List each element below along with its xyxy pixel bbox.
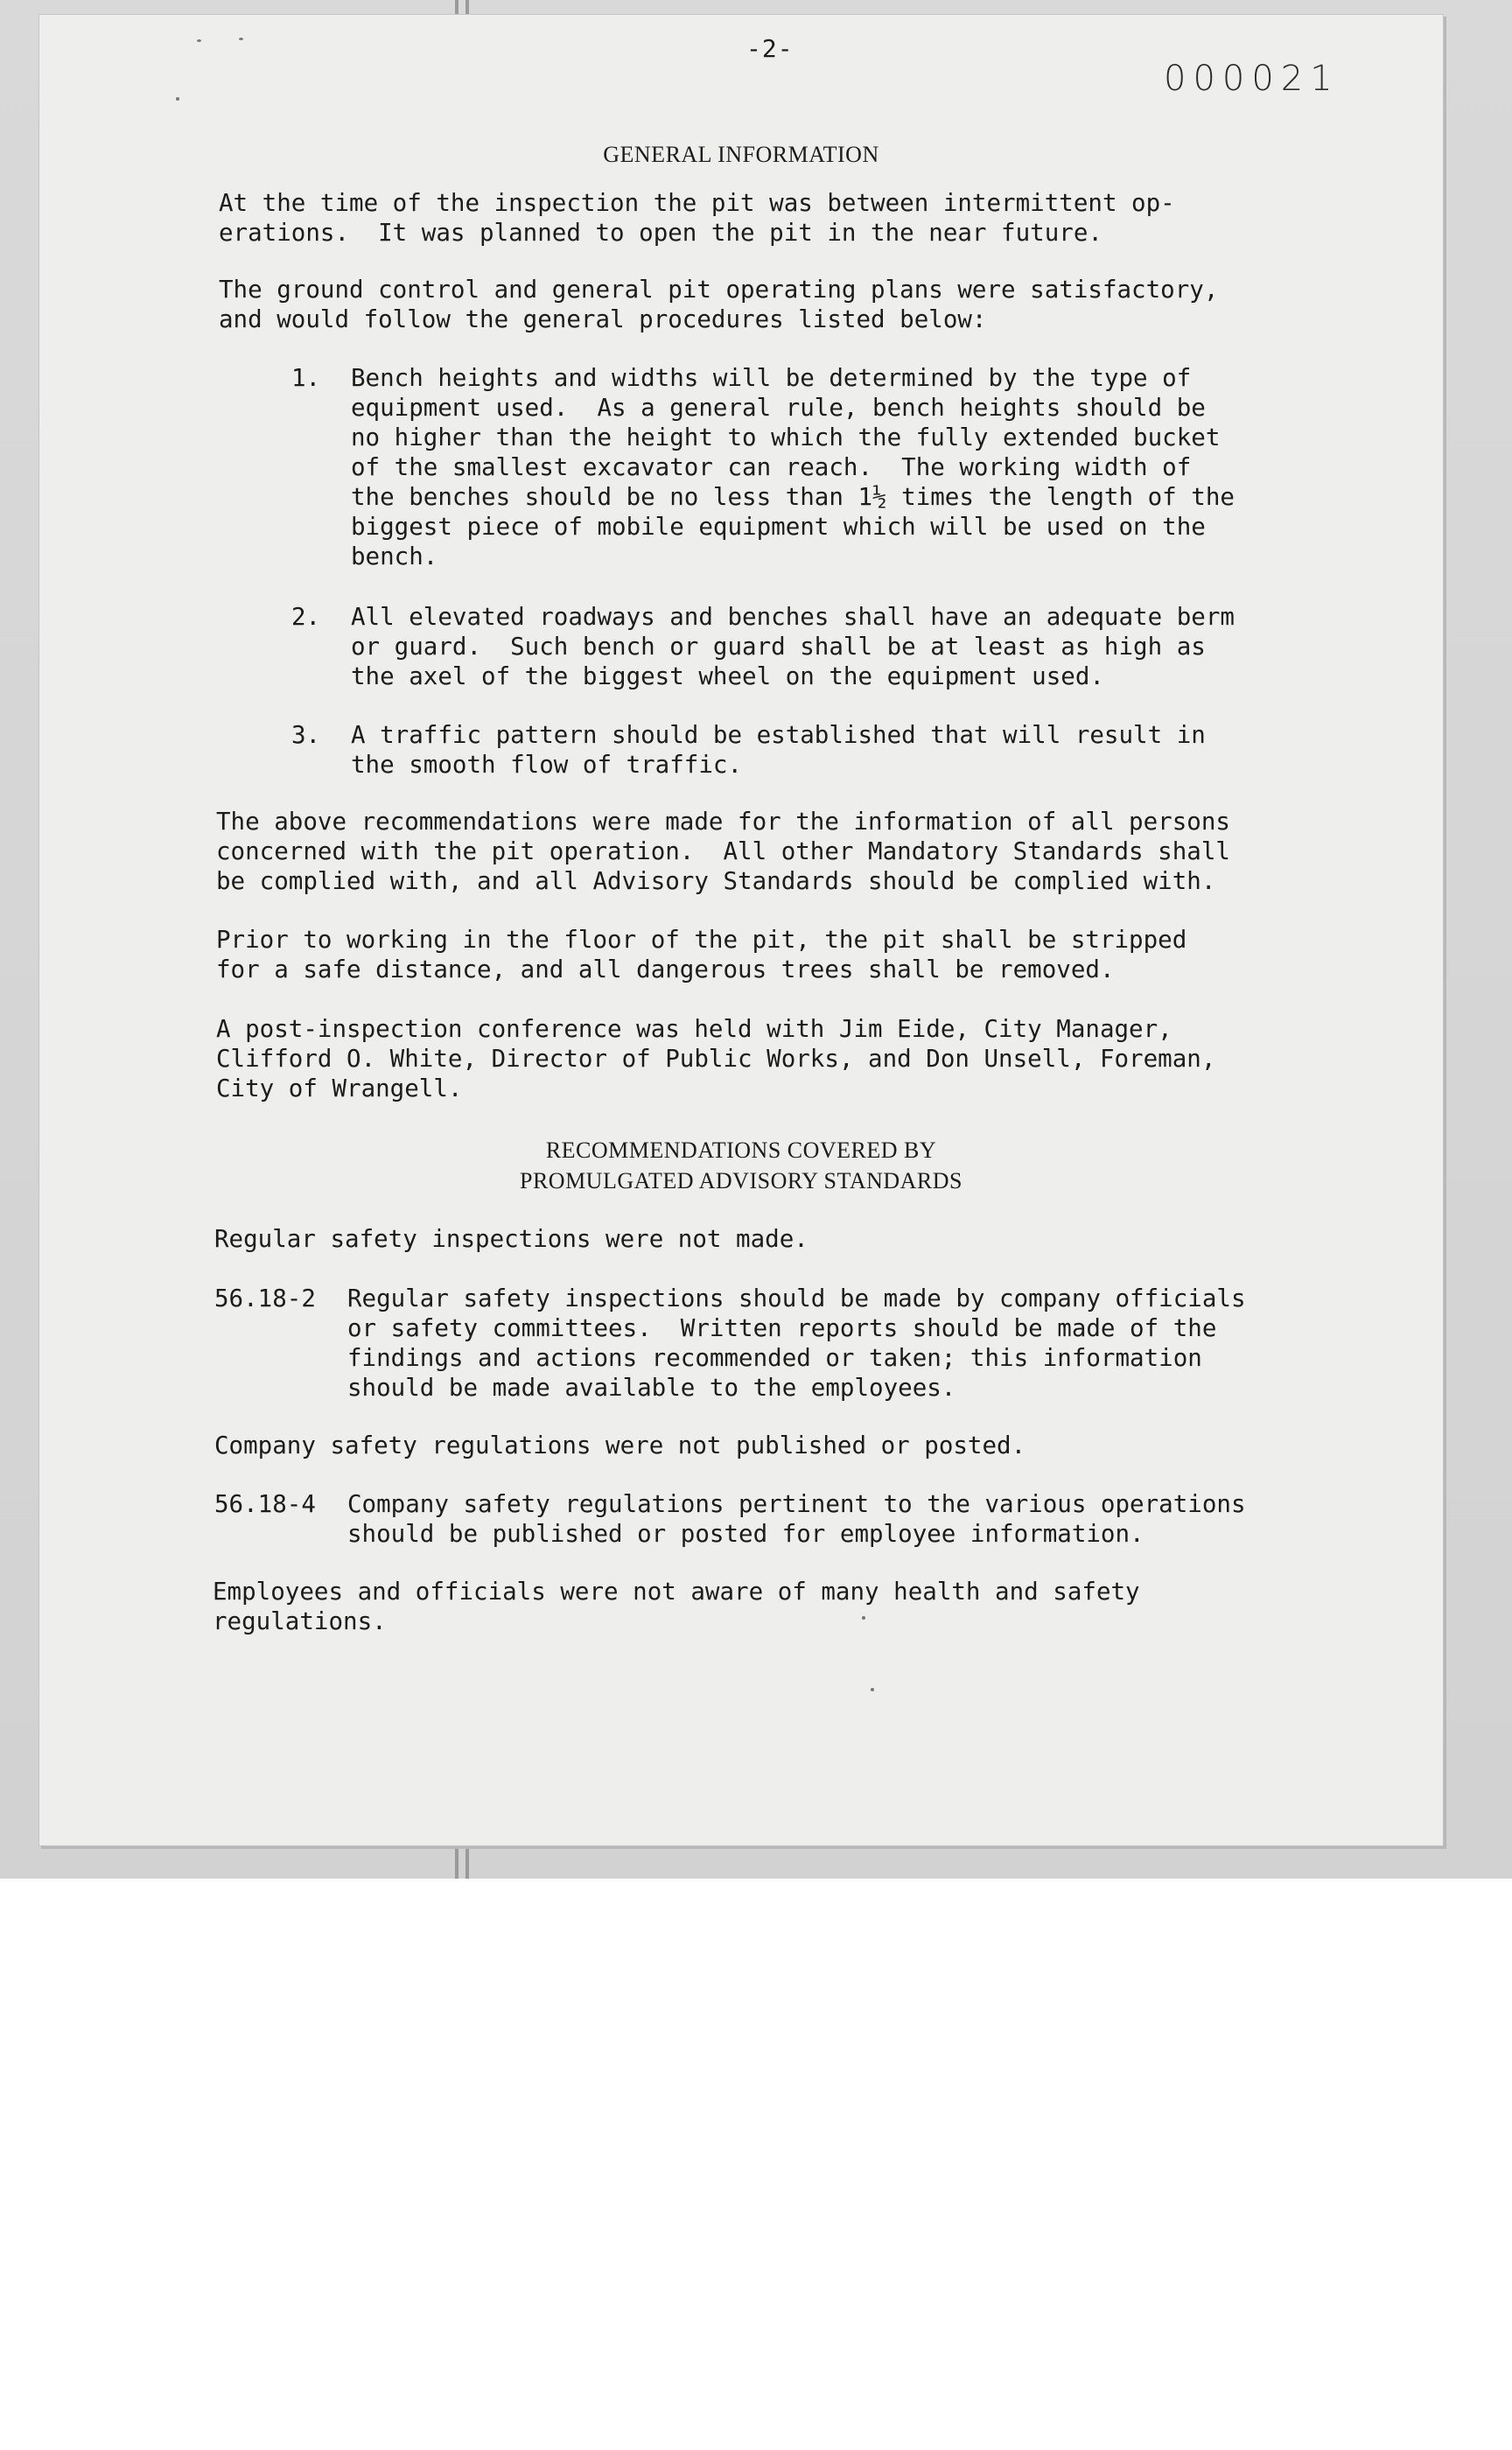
prior-working-paragraph: Prior to working in the floor of the pit, the pit shall be stripped for a safe distance, and all dangerous trees shall be removed. <box>216 926 1187 984</box>
scan-speck <box>862 1616 865 1620</box>
procedure-number: 2. <box>291 603 321 631</box>
operating-plans-paragraph: The ground control and general pit operating plans were satisfactory, and would follow the general procedures listed below: <box>219 276 1219 333</box>
finding-paragraph: Company safety regulations were not published or posted. <box>214 1432 1026 1460</box>
advisory-heading-line1: RECOMMENDATIONS COVERED BY <box>545 1138 937 1163</box>
document-page <box>38 14 1444 1846</box>
conference-paragraph: A post-inspection conference was held with Jim Eide, City Manager, Clifford O. White, Director of Public Works, and Don Unsell, Foreman, City of Wrangell. <box>216 1015 1216 1102</box>
finding-paragraph: Employees and officials were not aware of many health and safety regulations. <box>213 1578 1140 1635</box>
finding-paragraph: Regular safety inspections were not made. <box>214 1225 808 1253</box>
page-number: -2- <box>746 34 794 63</box>
advisory-heading-line2: PROMULGATED ADVISORY STANDARDS <box>519 1168 963 1194</box>
procedure-text: A traffic pattern should be established that will result in the smooth flow of traffic. <box>351 721 1206 779</box>
general-information-heading: GENERAL INFORMATION <box>603 142 879 167</box>
procedure-text: Bench heights and widths will be determined by the type of equipment used. As a general rule, bench heights should be no higher than the height to which the fully extended bucket of the smallest excavator can reach. The working width of the benches should be no less than 1½ times the length of the biggest piece of mobile equipment which will be used on the bench. <box>351 364 1235 570</box>
procedure-text: All elevated roadways and benches shall have an adequate berm or guard. Such bench or guard shall be at least as high as the axel of the biggest wheel on the equipment used. <box>351 603 1235 690</box>
scan-speck <box>176 97 179 101</box>
scan-speck <box>197 39 201 42</box>
recommendations-note-paragraph: The above recommendations were made for the information of all persons concerned with the pit operation. All other Mandatory Standards shall be complied with, and all Advisory Standards should be complied with. <box>216 808 1230 895</box>
binder-stripe <box>466 1846 469 1879</box>
scan-speck <box>239 38 243 40</box>
standard-text: Company safety regulations pertinent to the various operations should be published or posted for employee information. <box>347 1490 1246 1548</box>
document-number: 000021 <box>1164 59 1340 99</box>
binder-stripe <box>455 1846 458 1879</box>
procedure-number: 1. <box>291 364 321 392</box>
standard-text: Regular safety inspections should be made by company officials or safety committees. Written reports should be made of the findings and actions recommended or taken; this information should be made available to the employees. <box>347 1284 1246 1402</box>
intro-paragraph: At the time of the inspection the pit was between intermittent op- erations. It was planned to open the pit in the near future. <box>219 189 1175 247</box>
scan-speck <box>871 1688 874 1691</box>
procedure-number: 3. <box>291 721 321 749</box>
standard-code: 56.18-4 <box>214 1490 316 1518</box>
standard-code: 56.18-2 <box>214 1284 316 1312</box>
